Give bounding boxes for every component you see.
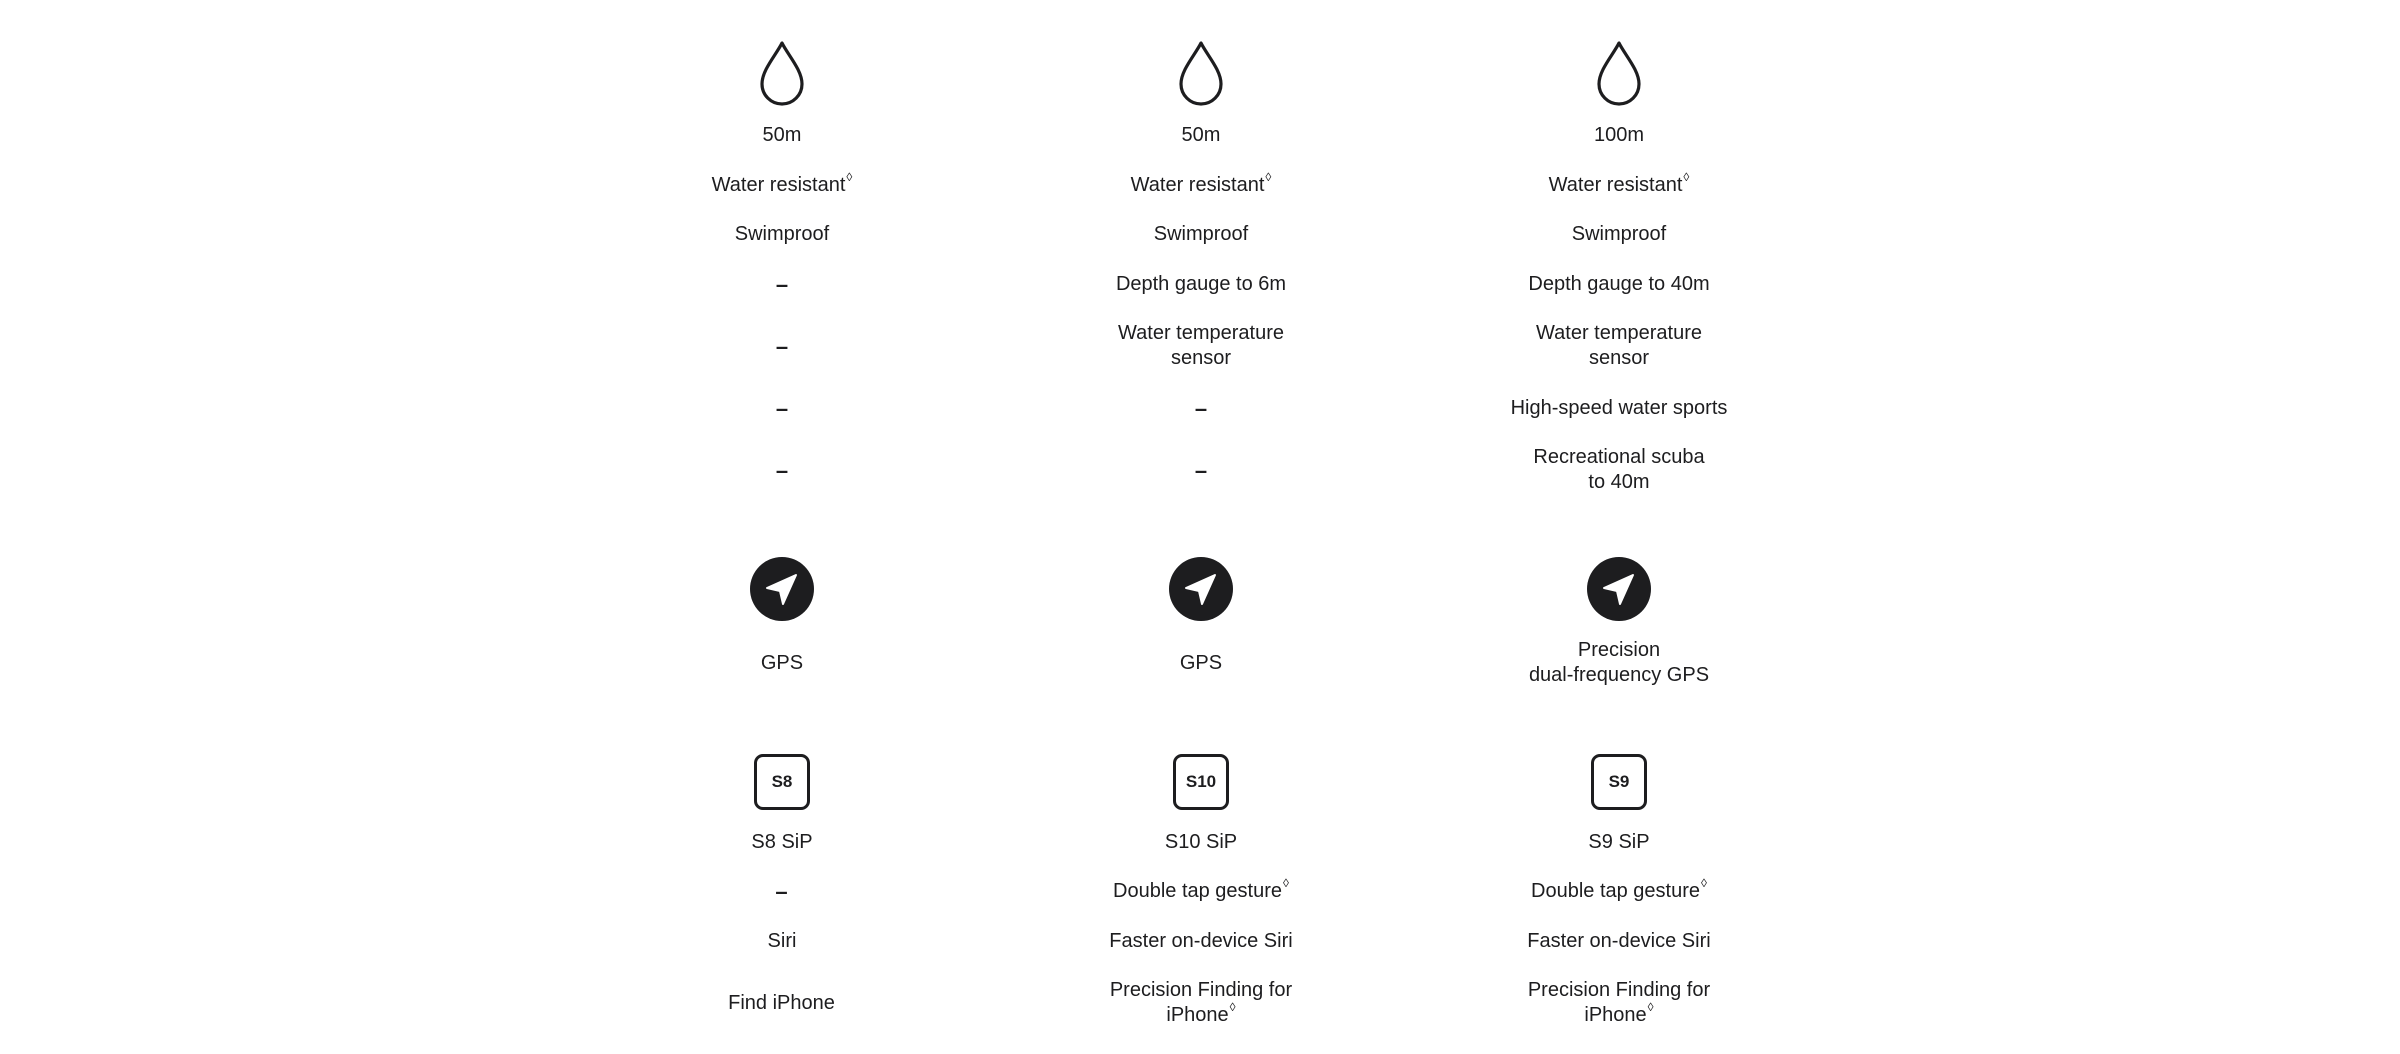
precision-finding-label: Precision Finding for iPhone bbox=[1109, 979, 1293, 1026]
recreational-scuba: Recreational scuba to 40m bbox=[1533, 446, 1705, 493]
chip-icon bbox=[754, 754, 810, 810]
chip-badge: S9 bbox=[1608, 772, 1630, 791]
chip-icon bbox=[1591, 754, 1647, 810]
double-tap-label: – bbox=[775, 879, 788, 904]
water-drop-icon bbox=[1595, 40, 1643, 106]
water-resistant-label: Water resistant bbox=[1130, 174, 1265, 196]
location-arrow-icon bbox=[750, 557, 814, 621]
footnote-mark: ◊ bbox=[1265, 170, 1272, 184]
find-iphone-label: Find iPhone bbox=[728, 992, 835, 1014]
water-resistant bbox=[592, 170, 972, 198]
depth-gauge: Depth gauge to 40m bbox=[1528, 273, 1710, 295]
precision-finding bbox=[1011, 978, 1391, 1028]
water-resistant bbox=[1011, 170, 1391, 198]
location-arrow-icon bbox=[1169, 557, 1233, 621]
depth-gauge: – bbox=[775, 272, 789, 297]
swimproof: Swimproof bbox=[734, 223, 830, 245]
water-resistant-label: Water resistant bbox=[711, 174, 846, 196]
high-speed-water-sports: – bbox=[1194, 396, 1208, 421]
water-drop-icon bbox=[1177, 40, 1225, 106]
footnote-mark: ◊ bbox=[1683, 170, 1690, 184]
water-resistant bbox=[1429, 170, 1809, 198]
double-tap-label: Double tap gesture bbox=[1113, 880, 1283, 902]
find-iphone bbox=[592, 991, 972, 1016]
swimproof: Swimproof bbox=[1153, 223, 1249, 245]
depth-gauge: Depth gauge to 6m bbox=[1115, 273, 1287, 295]
siri-feature: Siri bbox=[767, 930, 797, 952]
comparison-column-1 bbox=[592, 0, 972, 1054]
footnote-mark: ◊ bbox=[1701, 876, 1707, 890]
water-depth-rating: 50m bbox=[762, 124, 802, 146]
recreational-scuba: – bbox=[775, 458, 789, 483]
double-tap-gesture bbox=[1011, 876, 1391, 904]
location-arrow-icon bbox=[1587, 557, 1651, 621]
siri-feature: Faster on-device Siri bbox=[1527, 930, 1711, 952]
double-tap-gesture bbox=[1429, 876, 1809, 904]
water-resistant-label: Water resistant bbox=[1548, 174, 1683, 196]
comparison-column-3 bbox=[1429, 0, 1809, 1054]
footnote-mark: ◊ bbox=[1229, 1000, 1236, 1014]
double-tap-label: Double tap gesture bbox=[1531, 880, 1701, 902]
comparison-column-2 bbox=[1011, 0, 1391, 1054]
footnote-mark: ◊ bbox=[1283, 876, 1289, 890]
gps-label: GPS bbox=[760, 652, 804, 674]
water-temperature-sensor: Water temperature sensor bbox=[1118, 322, 1284, 369]
double-tap-gesture bbox=[592, 879, 972, 904]
chip-badge: S8 bbox=[771, 772, 793, 791]
water-depth-rating: 50m bbox=[1181, 124, 1221, 146]
chip-icon bbox=[1173, 754, 1229, 810]
precision-finding-label: Precision Finding for iPhone bbox=[1527, 979, 1711, 1026]
footnote-mark: ◊ bbox=[846, 170, 853, 184]
chip-label: S9 SiP bbox=[1588, 831, 1650, 853]
footnote-mark: ◊ bbox=[1647, 1000, 1654, 1014]
gps-label: Precision dual-frequency GPS bbox=[1528, 639, 1710, 686]
water-depth-rating: 100m bbox=[1593, 124, 1645, 146]
swimproof: Swimproof bbox=[1571, 223, 1667, 245]
chip-label: S10 SiP bbox=[1164, 831, 1238, 853]
water-temperature-sensor: Water temperature sensor bbox=[1536, 322, 1702, 369]
recreational-scuba: – bbox=[1194, 458, 1208, 483]
chip-badge: S10 bbox=[1185, 772, 1217, 791]
gps-label: GPS bbox=[1179, 652, 1223, 674]
precision-finding bbox=[1429, 978, 1809, 1028]
high-speed-water-sports: – bbox=[775, 396, 789, 421]
water-temperature-sensor: – bbox=[775, 334, 789, 359]
high-speed-water-sports: High-speed water sports bbox=[1510, 397, 1728, 419]
siri-feature: Faster on-device Siri bbox=[1109, 930, 1293, 952]
chip-label: S8 SiP bbox=[751, 831, 813, 853]
water-drop-icon bbox=[758, 40, 806, 106]
